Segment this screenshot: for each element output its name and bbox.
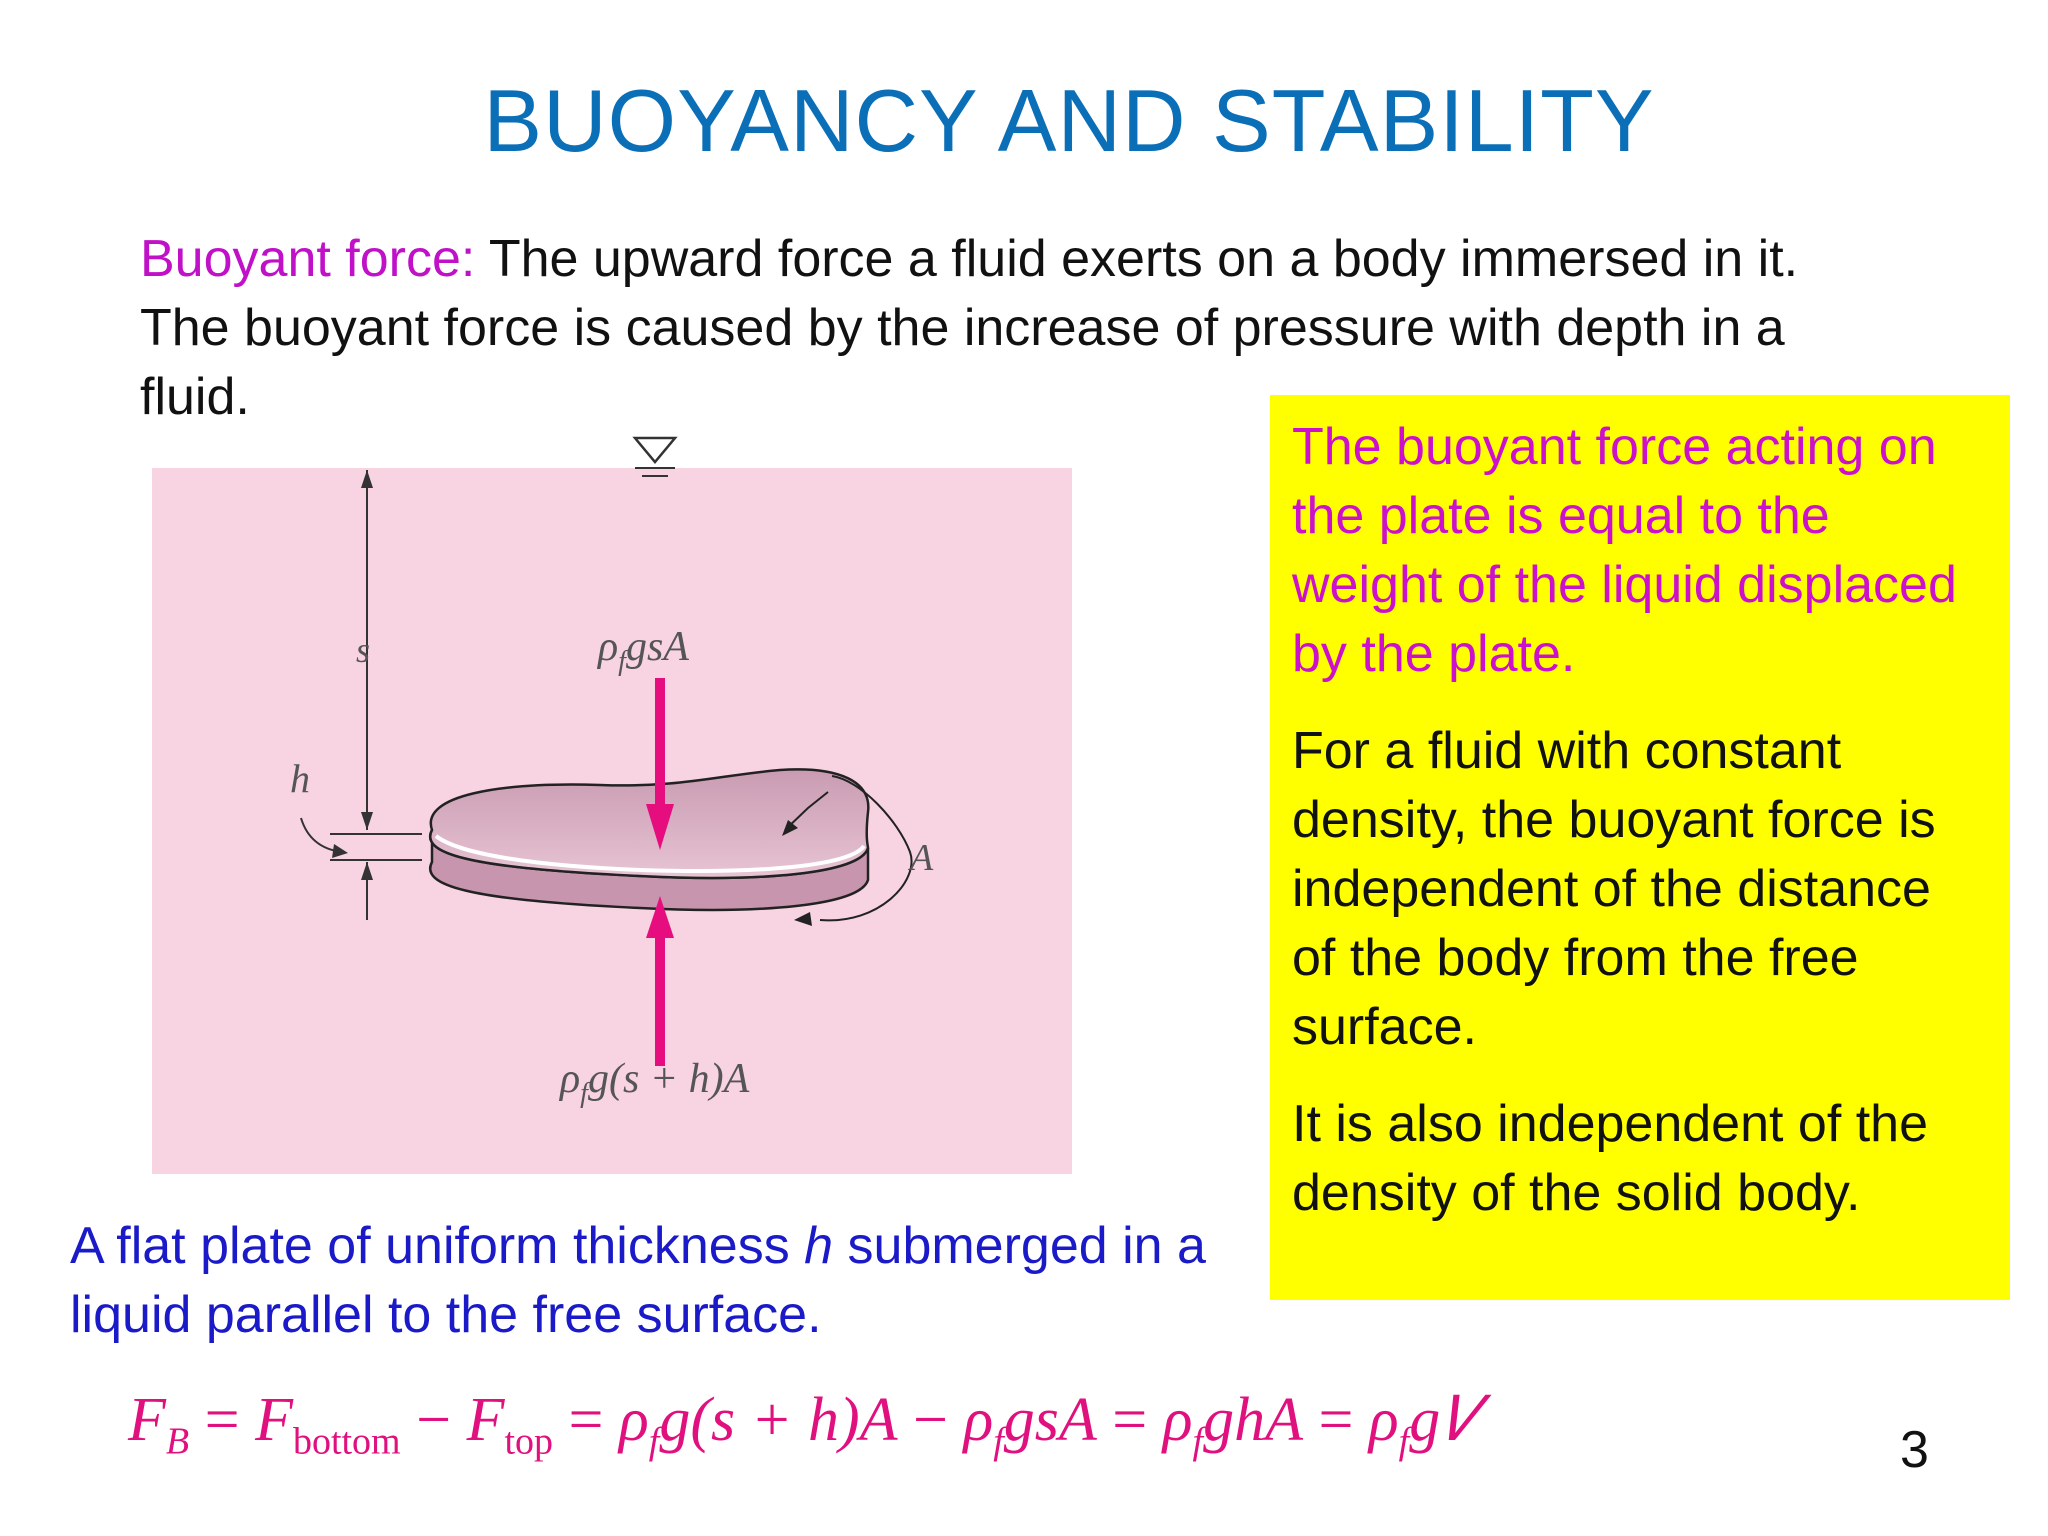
label-h: h — [290, 756, 310, 801]
slide-title: BUOYANCY AND STABILITY — [483, 71, 1655, 170]
callout-paragraph-3: It is also independent of the density of the solid body. — [1292, 1095, 1929, 1222]
caption-part-1: A flat plate of uniform thickness — [70, 1217, 805, 1275]
label-A: A — [910, 837, 934, 879]
buoyant-force-term: Buoyant force: — [140, 230, 476, 288]
page-number: 3 — [1900, 1421, 1929, 1479]
top-force-label: $\rho_fgsA$ — [598, 624, 689, 677]
callout-paragraph-1: The buoyant force acting on the plate is equal to the weight of the liquid displaced by the plate. — [1292, 418, 1957, 683]
label-s: s — [356, 630, 371, 670]
explanation-callout — [1270, 395, 2010, 1300]
buoyancy-equation: $F_B = F_{bottom} - F_{top} = \rho_fg(s + h)A - \rho_fgsA = \rho_fghA$ = $\rho_fg𝑉$ — [128, 1386, 1481, 1463]
plate-diagram — [120, 400, 1240, 1180]
submerged-plate — [430, 769, 868, 909]
caption-variable-h: h — [804, 1217, 834, 1275]
diagram-caption — [70, 1212, 1250, 1350]
bottom-force-label: $\rho_fg(s + h)A$ — [560, 1056, 750, 1109]
callout-paragraph-2: For a fluid with constant density, the buoyant force is independent of the distance of the body from the free surface. — [1292, 722, 1936, 1056]
caption-part-2: submerged in a liquid parallel to the free surface. — [70, 1217, 1206, 1344]
buoyant-force-definition: The upward force a fluid exerts on a body immersed in it. The buoyant force is caused by the increase of pressure with depth in a fluid. — [140, 230, 1799, 426]
